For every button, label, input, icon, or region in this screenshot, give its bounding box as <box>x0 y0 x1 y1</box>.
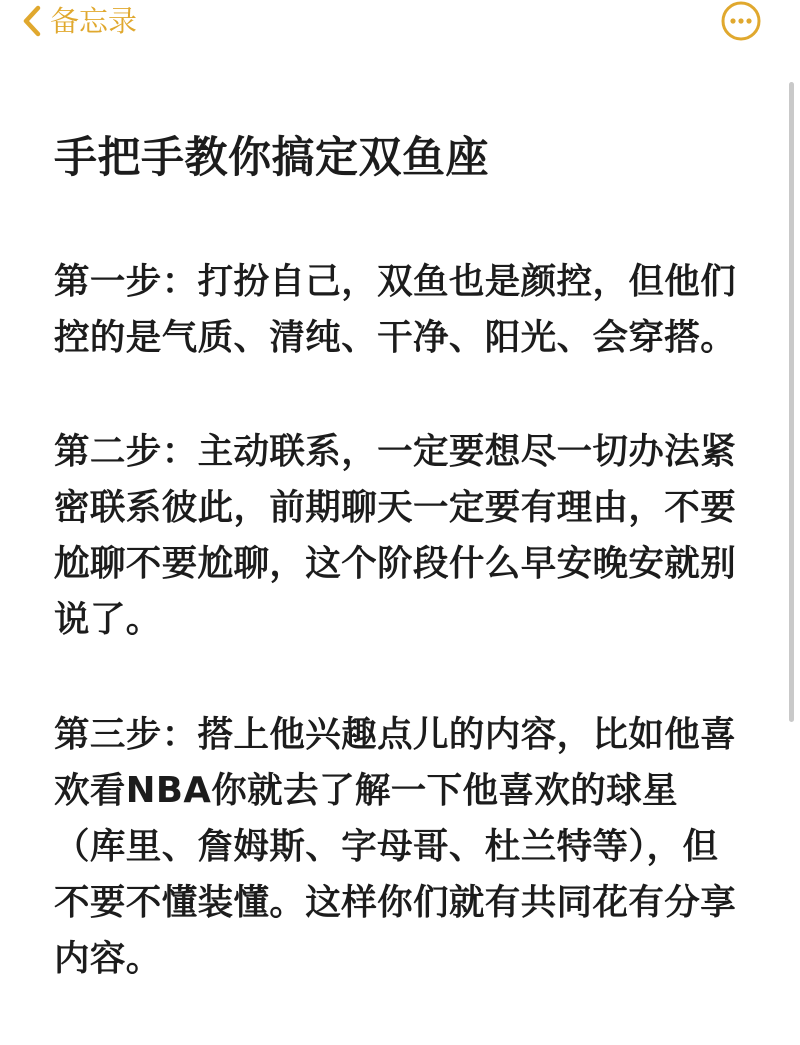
scrollbar[interactable] <box>789 82 794 722</box>
back-label: 备忘录 <box>50 4 138 38</box>
note-paragraph-step-1: 第一步：打扮自己，双鱼也是颜控，但他们控的是气质、清纯、干净、阳光、会穿搭。 <box>54 261 737 358</box>
navigation-bar <box>0 0 800 50</box>
more-circle-icon <box>720 0 762 42</box>
chevron-left-icon <box>18 3 46 39</box>
note-body[interactable] <box>54 120 744 987</box>
note-paragraph-step-3: 第三步：搭上他兴趣点儿的内容，比如他喜欢看NBA你就去了解一下他喜欢的球星（库里、詹姆斯、字母哥、杜兰特等），但不要不懂装懂。这样你们就有共同花有分享内容。 <box>54 714 737 979</box>
more-button[interactable] <box>720 0 762 42</box>
note-paragraph-step-2: 第二步：主动联系，一定要想尽一切办法紧密联系彼此，前期聊天一定要有理由，不要尬聊不要尬聊，这个阶段什么早安晚安就别说了。 <box>54 431 737 640</box>
note-title: 手把手教你搞定双鱼座 <box>54 133 489 183</box>
back-button[interactable] <box>18 0 137 42</box>
